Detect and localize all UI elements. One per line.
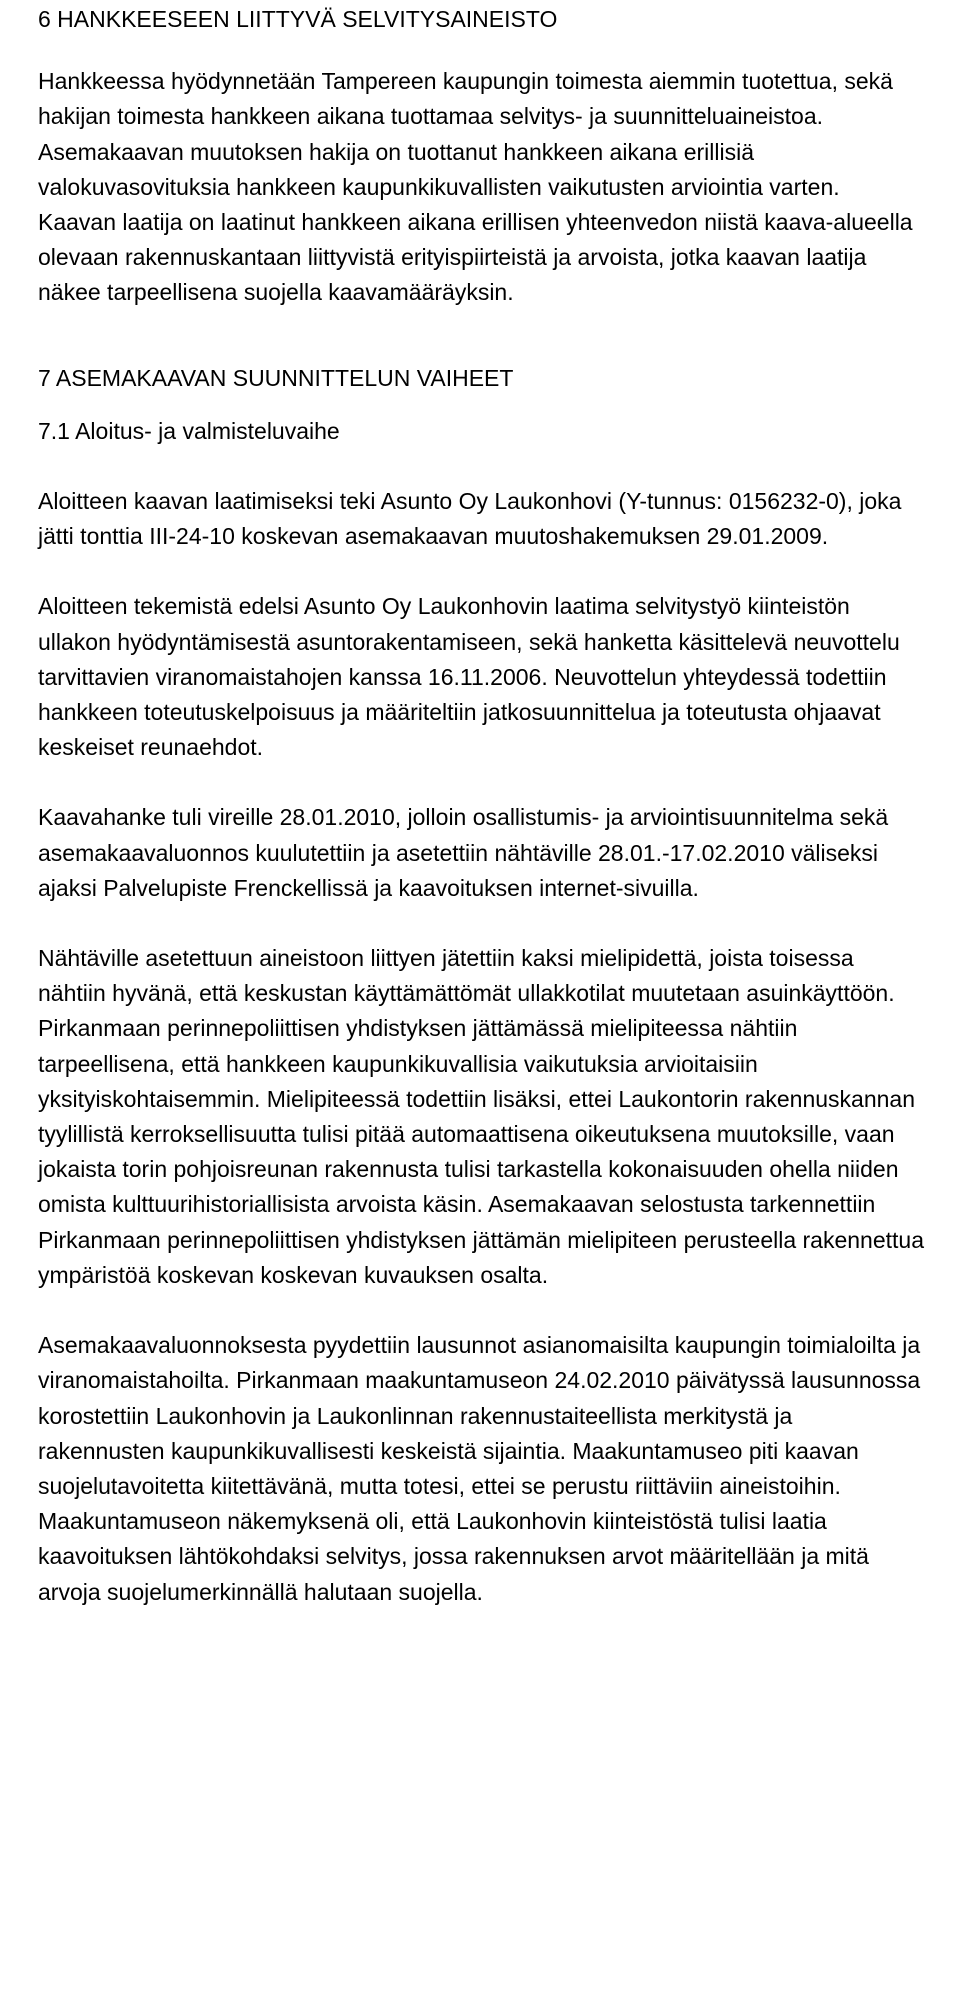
paragraph-project-launch: Kaavahanke tuli vireille 28.01.2010, jolloin osallistumis- ja arviointisuunnitelma sekä asemakaavaluonnos kuulutettiin ja asetettiin nähtäville 28.01.-17.02.2010 väliseksi ajaksi Palvelupiste Frenckellissä ja kaavoituksen internet-sivuilla. bbox=[38, 804, 889, 901]
paragraph-opinions: Nähtäville asetettuun aineistoon liittyen jätettiin kaksi mielipidettä, joista toisessa nähtiin hyvänä, että keskustan käyttämättömät ullakkotilat muutetaan asuinkäyttöön. Pirkanmaan perinnepoliittisen yhdistyksen jättämässä mielipiteessa nähtiin tarpeellisena, että hankkeen kaupunkikuvallisia vaikutuksia arvioitaisiin yksityiskohtaisemmin. Mielipiteessä todettiin lisäksi, ettei Laukontorin rakennuskannan tyylillistä kerroksellisuutta tulisi pitää automaattisena oikeutuksena muutoksille, vaan jokaista torin pohjoisreunan rakennusta tulisi tarkastella kokonaisuuden ohella niiden omista kulttuurihistoriallisista arvoista käsin. Asemakaavan selostusta tarkennettiin Pirkanmaan perinnepoliittisen yhdistyksen jättämän mielipiteen perusteella rakennettua ympäristöä koskevan koskevan kuvauksen osalta. bbox=[38, 945, 925, 1288]
paragraph-preceding-work: Aloitteen tekemistä edelsi Asunto Oy Laukonhovin laatima selvitystyö kiinteistön ullakon hyödyntämisestä asuntorakentamiseen, sekä hanketta käsittelevä neuvottelu tarvittavien viranomaistahojen kanssa 16.11.2006. Neuvottelun yhteydessä todettiin hankkeen toteutuskelpoisuus ja määriteltiin jatkosuunnittelua ja toteutusta ohjaavat keskeiset reunaehdot. bbox=[38, 593, 900, 761]
section-6-paragraph: Hankkeessa hyödynnetään Tampereen kaupungin toimesta aiemmin tuotettua, sekä hakijan toimesta hankkeen aikana tuottamaa selvitys- ja suunnitteluaineistoa. Asemakaavan muutoksen hakija on tuottanut hankkeen aikana erillisiä valokuvasovituksia hankkeen kaupunkikuvallisten vaikutusten arviointia varten. Kaavan laatija on laatinut hankkeen aikana erillisen yhteenvedon niistä kaava-alueella olevaan rakennuskantaan liittyvistä erityispiirteistä ja arvoista, jotka kaavan laatija näkee tarpeellisena suojella kaavamääräyksin. bbox=[38, 68, 913, 306]
section-6-heading: 6 HANKKEESEEN LIITTYVÄ SELVITYSAINEISTO bbox=[38, 6, 558, 32]
paragraph-initiative: Aloitteen kaavan laatimiseksi teki Asunto Oy Laukonhovi (Y-tunnus: 0156232-0), joka jätti tonttia III-24-10 koskevan asemakaavan muutoshakemuksen 29.01.2009. bbox=[38, 488, 902, 550]
section-7-1-subheading: 7.1 Aloitus- ja valmisteluvaihe bbox=[38, 417, 340, 444]
paragraph-statements: Asemakaavaluonnoksesta pyydettiin lausunnot asianomaisilta kaupungin toimialoilta ja viranomaistahoilta. Pirkanmaan maakuntamuseon 24.02.2010 päivätyssä lausunnossa korostettiin Laukonhovin ja Laukonlinnan rakennustaiteellista merkitystä ja rakennusten kaupunkikuvallisesti keskeistä sijaintia. Maakuntamuseo piti kaavan suojelutavoitetta kiitettävänä, mutta totesi, ettei se perustu riittäviin aineistoihin. Maakuntamuseon näkemyksenä oli, että Laukonhovin kiinteistöstä tulisi laatia kaavoituksen lähtökohdaksi selvitys, jossa rakennuksen arvot määritellään ja mitä arvoja suojelumerkinnällä halutaan suojella. bbox=[38, 1332, 921, 1605]
section-7-heading: 7 ASEMAKAAVAN SUUNNITTELUN VAIHEET bbox=[38, 364, 514, 391]
